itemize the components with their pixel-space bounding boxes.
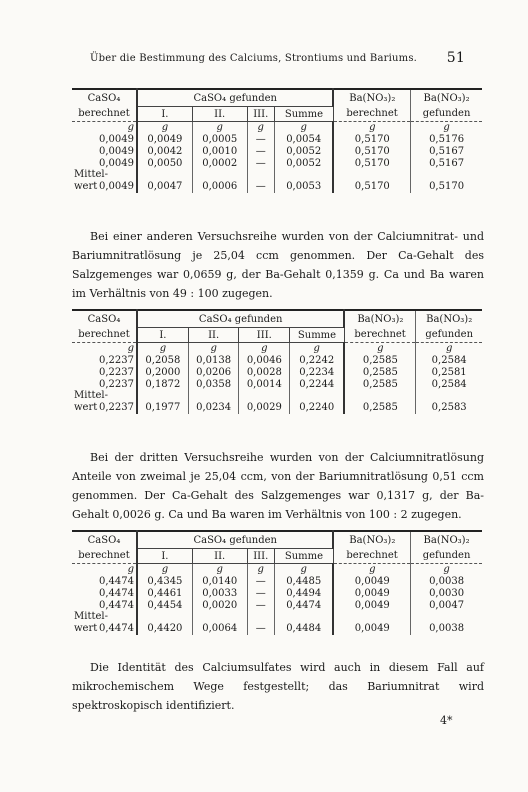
- mean-cell: 0,0006: [192, 180, 247, 193]
- mean-cell: —: [247, 622, 274, 635]
- mean-cell: 0,0047: [137, 180, 192, 193]
- cell: 0,0049: [137, 133, 192, 145]
- col-ba-gefunden: gefunden: [422, 108, 471, 120]
- mittel-label: Mittel-: [72, 390, 137, 401]
- mittel-label: Mittel-: [72, 169, 137, 180]
- col-banoo-2: Ba(NO₃)₂: [416, 310, 482, 328]
- col-banoo-2: Ba(NO₃)₂: [411, 89, 482, 107]
- col-summe: Summe: [274, 549, 333, 564]
- col-banoo: Ba(NO₃)₂: [333, 89, 410, 107]
- cell: 0,0010: [192, 145, 247, 157]
- mean-cell: 0,2240: [290, 401, 345, 414]
- results-table-1: [72, 88, 482, 193]
- cell: 0,0030: [429, 587, 465, 599]
- col-iii: III.: [247, 549, 274, 564]
- mean-cell: 0,0053: [274, 180, 333, 193]
- cell: 0,2244: [290, 378, 345, 390]
- cell: 0,0054: [274, 133, 333, 145]
- col-berechnet: berechnet: [72, 549, 137, 564]
- cell: 0,0140: [192, 575, 247, 587]
- cell: 0,4474: [274, 599, 333, 611]
- cell: 0,0358: [188, 378, 239, 390]
- col-caso4: CaSO₄: [72, 310, 137, 328]
- paragraph-1: [72, 227, 484, 303]
- paragraph-2: [72, 448, 484, 524]
- cell: 0,2584: [431, 354, 467, 366]
- cell: 0,4474: [72, 599, 137, 611]
- cell: 0,0049: [72, 157, 137, 169]
- mean-cell: 0,2583: [431, 402, 467, 413]
- wert-label: wert: [74, 402, 98, 413]
- cell: 0,5167: [429, 157, 465, 169]
- col-caso4-gefunden: CaSO₄ gefunden: [137, 531, 333, 549]
- cell: 0,1872: [137, 378, 188, 390]
- mean-cell: 0,0049: [333, 622, 410, 635]
- unit: g: [72, 343, 137, 355]
- mean-cell: 0,0234: [188, 401, 239, 414]
- cell: 0,2234: [290, 366, 345, 378]
- cell: 0,0206: [188, 366, 239, 378]
- cell: 0,2581: [431, 366, 467, 378]
- col-banoo: Ba(NO₃)₂: [344, 310, 416, 328]
- unit: g: [192, 122, 247, 134]
- unit: g: [416, 343, 482, 355]
- cell: 0,0033: [192, 587, 247, 599]
- cell: 0,5170: [333, 145, 410, 157]
- cell: 0,0052: [274, 157, 333, 169]
- col-i: I.: [137, 107, 192, 122]
- col-berechnet: berechnet: [72, 328, 137, 343]
- mean-cell: 0,2585: [344, 401, 416, 414]
- cell: 0,0005: [192, 133, 247, 145]
- unit: g: [333, 564, 410, 576]
- col-ba-berechnet: berechnet: [333, 107, 410, 122]
- cell: —: [247, 575, 274, 587]
- cell: 0,5170: [333, 133, 410, 145]
- mean-cell: 0,0029: [239, 401, 290, 414]
- cell: 0,2585: [344, 378, 416, 390]
- cell: 0,0049: [333, 587, 410, 599]
- results-table-2: [72, 309, 482, 414]
- unit: g: [192, 564, 247, 576]
- results-table-3: [72, 530, 482, 635]
- cell: 0,4461: [137, 587, 192, 599]
- cell: 0,4485: [274, 575, 333, 587]
- signature-mark: 4*: [440, 714, 453, 727]
- cell: 0,0050: [137, 157, 192, 169]
- cell: 0,2242: [290, 354, 345, 366]
- cell: 0,2237: [72, 378, 137, 390]
- cell: 0,0038: [429, 575, 465, 587]
- cell: 0,0002: [192, 157, 247, 169]
- cell: 0,4454: [137, 599, 192, 611]
- col-caso4-gefunden: CaSO₄ gefunden: [137, 310, 344, 328]
- mean-cell: 0,1977: [137, 401, 188, 414]
- page-number: 51: [446, 50, 465, 66]
- cell: 0,0046: [239, 354, 290, 366]
- mean-cell: 0,0064: [192, 622, 247, 635]
- cell: 0,2585: [344, 366, 416, 378]
- cell: 0,4474: [72, 575, 137, 587]
- cell: 0,5176: [429, 133, 465, 145]
- cell: 0,4345: [137, 575, 192, 587]
- col-banoo-2: Ba(NO₃)₂: [411, 531, 482, 549]
- col-iii: III.: [247, 107, 274, 122]
- cell: 0,0049: [72, 145, 137, 157]
- mean-cell: wert 0,4474: [72, 622, 137, 635]
- wert-label: wert: [74, 623, 98, 634]
- unit: g: [247, 564, 274, 576]
- cell: —: [247, 599, 274, 611]
- cell: —: [247, 587, 274, 599]
- cell: —: [247, 157, 274, 169]
- paragraph-text: Bei der dritten Versuchsreihe wurden von der Calciumnitratlösung Anteile von zweimal je 25,04 ccm, von der Bariumnitratlösung 0,51 ccm genommen. Der Ca-Gehalt des Salzgemenges war 0,1317 g, der Ba-Gehalt 0,0026 g. Ca und Ba waren im Verhältnis von 100 : 2 zugegen.: [72, 451, 484, 521]
- cell: 0,2237: [72, 354, 137, 366]
- cell: 0,0042: [137, 145, 192, 157]
- mean-cell: 0,0038: [429, 623, 465, 634]
- col-caso4: CaSO₄: [72, 531, 137, 549]
- cell: 0,4474: [72, 587, 137, 599]
- unit: g: [247, 122, 274, 134]
- unit: g: [274, 122, 333, 134]
- col-caso4-gefunden: CaSO₄ gefunden: [137, 89, 333, 107]
- cell: 0,0052: [274, 145, 333, 157]
- col-ba-berechnet: berechnet: [344, 328, 416, 343]
- cell: 0,0047: [429, 599, 465, 611]
- paragraph-text: Die Identität des Calciumsulfates wird auch in diesem Fall auf mikrochemischem Wege festgestellt; das Bariumnitrat wird spektroskopisch identifiziert.: [72, 661, 484, 712]
- col-ba-gefunden: gefunden: [425, 329, 474, 341]
- cell: 0,2237: [72, 366, 137, 378]
- unit: g: [333, 122, 410, 134]
- cell: 0,2058: [137, 354, 188, 366]
- col-ii: II.: [188, 328, 239, 343]
- mean-cell: 0,4420: [137, 622, 192, 635]
- mean-cell: wert 0,2237: [72, 401, 137, 414]
- unit: g: [137, 564, 192, 576]
- col-ii: II.: [192, 549, 247, 564]
- mean-cell: wert 0,0049: [72, 180, 137, 193]
- unit: g: [72, 564, 137, 576]
- col-ii: II.: [192, 107, 247, 122]
- wert-label: wert: [74, 181, 98, 192]
- col-banoo: Ba(NO₃)₂: [333, 531, 410, 549]
- unit: g: [411, 122, 482, 134]
- cell: —: [247, 145, 274, 157]
- mean-cell: 0,5170: [429, 181, 465, 192]
- col-i: I.: [137, 328, 188, 343]
- col-i: I.: [137, 549, 192, 564]
- unit: g: [72, 122, 137, 134]
- cell: 0,0049: [72, 133, 137, 145]
- unit: g: [137, 122, 192, 134]
- mean-cell: 0,4484: [274, 622, 333, 635]
- cell: 0,2585: [344, 354, 416, 366]
- running-title: Über die Bestimmung des Calciums, Strontiums und Bariums.: [90, 53, 418, 64]
- col-summe: Summe: [290, 328, 345, 343]
- paragraph-3: [72, 658, 484, 715]
- col-caso4: CaSO₄: [72, 89, 137, 107]
- unit: g: [344, 343, 416, 355]
- unit: g: [290, 343, 345, 355]
- mean-cell: 0,5170: [333, 180, 410, 193]
- col-ba-berechnet: berechnet: [333, 549, 410, 564]
- cell: 0,0138: [188, 354, 239, 366]
- page-header: [90, 50, 465, 66]
- cell: 0,2584: [431, 378, 467, 390]
- cell: —: [247, 133, 274, 145]
- col-summe: Summe: [274, 107, 333, 122]
- mittel-label: Mittel-: [72, 611, 137, 622]
- cell: 0,4494: [274, 587, 333, 599]
- cell: 0,0049: [333, 599, 410, 611]
- unit: g: [411, 564, 482, 576]
- cell: 0,0020: [192, 599, 247, 611]
- mean-cell: —: [247, 180, 274, 193]
- unit: g: [274, 564, 333, 576]
- unit: g: [239, 343, 290, 355]
- cell: 0,0049: [333, 575, 410, 587]
- cell: 0,2000: [137, 366, 188, 378]
- paragraph-text: Bei einer anderen Versuchsreihe wurden von der Calciumnitrat- und Bariumnitratlösung je 25,04 ccm genommen. Der Ca-Gehalt des Salzgemenges war 0,0659 g, der Ba-Gehalt 0,1359 g. Ca und Ba waren im Verhältnis von 49 : 100 zugegen.: [72, 230, 484, 300]
- cell: 0,0028: [239, 366, 290, 378]
- unit: g: [188, 343, 239, 355]
- cell: 0,5167: [429, 145, 465, 157]
- col-iii: III.: [239, 328, 290, 343]
- cell: 0,0014: [239, 378, 290, 390]
- col-berechnet: berechnet: [72, 107, 137, 122]
- cell: 0,5170: [333, 157, 410, 169]
- unit: g: [137, 343, 188, 355]
- col-ba-gefunden: gefunden: [422, 550, 471, 562]
